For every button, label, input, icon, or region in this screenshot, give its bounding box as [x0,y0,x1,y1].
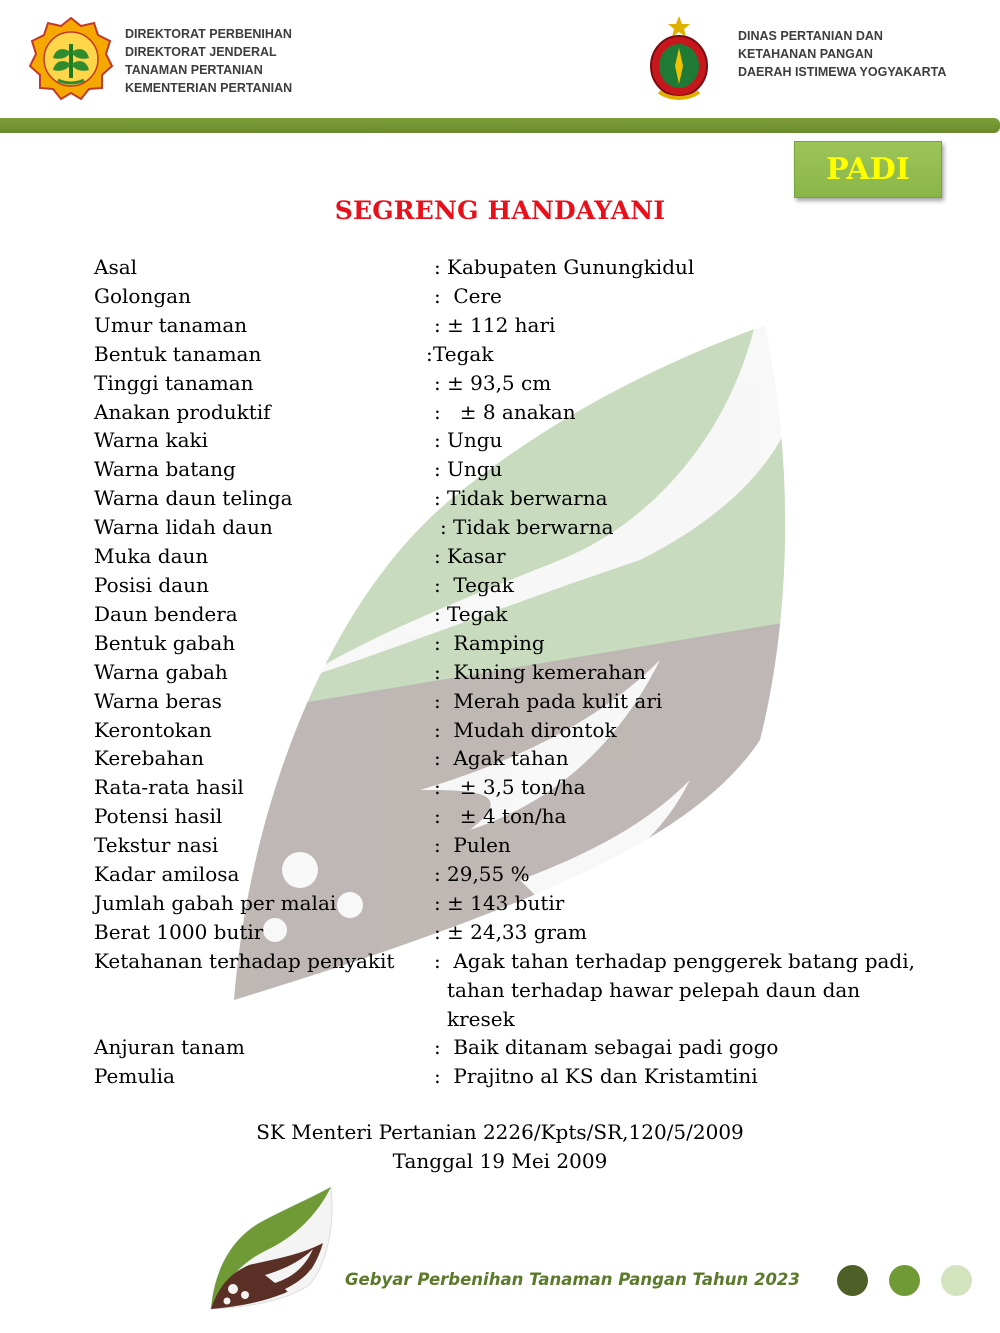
spec-row [94,600,974,629]
spec-label: Warna beras [94,688,222,713]
spec-value: Kabupaten Gunungkidul [447,255,695,279]
spec-label: Bentuk tanaman [94,341,262,366]
spec-label: Warna batang [94,457,236,482]
spec-row [94,484,974,513]
spec-label: Potensi hasil [94,804,223,829]
spec-row [94,658,974,687]
spec-row [94,716,974,745]
spec-row [94,687,974,716]
spec-list [94,253,974,1091]
spec-row [94,253,974,282]
spec-row [94,571,974,600]
variety-title: SEGRENG HANDAYANI [334,196,666,225]
leaf-logo-icon [205,1185,335,1313]
left-org-name [125,25,292,97]
spec-value: Prajitno al KS dan Kristamtini [447,1064,758,1089]
spec-label: Tinggi tanaman [94,370,254,395]
spec-colon: : [434,428,441,453]
decree-number: SK Menteri Pertanian 2226/Kpts/SR,120/5/2009 [256,1120,744,1144]
spec-label: Kerebahan [94,746,205,771]
spec-colon: : [434,688,441,713]
spec-colon: : [434,659,441,684]
spec-label: Pemulia [94,1064,175,1089]
spec-row [94,282,974,311]
spec-colon: : [434,948,441,973]
spec-label: Anakan produktif [94,399,271,424]
spec-value: Pulen [447,833,511,858]
spec-value: ± 93,5 cm [447,370,552,395]
spec-label: Posisi daun [94,572,209,597]
spec-colon: : [434,572,441,597]
spec-value: ± 8 anakan [447,399,576,424]
spec-value: Agak tahan terhadap penggerek batang padi, tahan terhadap hawar pelepah daun dan kresek [447,948,922,1031]
spec-value: Tegak [447,572,514,597]
decree-date: Tanggal 19 Mei 2009 [392,1149,608,1173]
right-org-name [738,27,946,81]
yogyakarta-emblem-icon [645,14,713,102]
spec-label: Asal [94,255,138,279]
spec-colon: : [434,804,441,829]
spec-colon: : [434,775,441,800]
spec-row [94,455,974,484]
spec-colon: : [434,919,441,944]
spec-row [94,947,974,1034]
spec-colon: : [440,515,447,540]
spec-colon: : [434,486,441,511]
spec-label: Kerontokan [94,717,212,742]
spec-value: Tidak berwarna [453,515,614,540]
spec-colon: : [434,862,441,887]
spec-row [94,629,974,658]
spec-value: 29,55 % [447,862,530,887]
spec-colon: : [434,255,441,279]
spec-row [94,311,974,340]
spec-row [94,918,974,947]
spec-colon: : [434,601,441,626]
spec-value: Ramping [447,630,545,655]
left-org-line: TANAMAN PERTANIAN [125,63,263,77]
spec-colon: : [434,746,441,771]
spec-value: Baik ditanam sebagai padi gogo [447,1035,779,1060]
spec-colon: : [434,717,441,742]
spec-label: Jumlah gabah per malai [94,890,337,915]
footer-dot-light [941,1265,972,1296]
spec-label: Anjuran tanam [94,1035,245,1060]
spec-label: Ketahanan terhadap penyakit [94,948,395,973]
spec-row [94,369,974,398]
spec-colon: : [434,1035,441,1060]
footer-dot-mid [889,1265,920,1296]
spec-value: Kuning kemerahan [447,659,646,684]
spec-colon: : [434,890,441,915]
spec-value: ± 3,5 ton/ha [447,775,586,800]
spec-label: Kadar amilosa [94,862,240,887]
spec-value: Kasar [447,544,506,569]
spec-row [94,340,974,369]
spec-label: Muka daun [94,544,209,569]
spec-row [94,426,974,455]
spec-value: Ungu [447,457,503,482]
spec-label: Warna gabah [94,659,228,684]
spec-label: Warna daun telinga [94,486,293,511]
spec-label: Tekstur nasi [94,833,219,858]
header-divider-bar [0,118,1000,133]
right-org-line: DAERAH ISTIMEWA YOGYAKARTA [738,65,947,79]
spec-value: ± 4 ton/ha [447,804,567,829]
spec-row [94,889,974,918]
spec-colon: : [434,457,441,482]
spec-colon: : [426,341,433,366]
spec-colon: : [434,630,441,655]
spec-row [94,398,974,427]
spec-colon: : [434,312,441,337]
spec-label: Berat 1000 butir [94,919,264,944]
left-org-line: DIREKTORAT PERBENIHAN [125,27,292,41]
spec-label: Daun bendera [94,601,238,626]
spec-label: Umur tanaman [94,312,248,337]
spec-value: ± 112 hari [447,312,556,337]
right-org-line: KETAHANAN PANGAN [738,47,873,61]
spec-label: Golongan [94,283,191,308]
spec-value: Cere [447,283,502,308]
event-name: Gebyar Perbenihan Tanaman Pangan Tahun 2023 [345,1270,800,1289]
spec-value: Tegak [433,341,494,366]
spec-label: Warna kaki [94,428,209,453]
spec-label: Bentuk gabah [94,630,236,655]
left-org-line: KEMENTERIAN PERTANIAN [125,81,293,95]
spec-colon: : [434,1064,441,1089]
spec-value: Ungu [447,428,503,453]
spec-colon: : [434,370,441,395]
spec-colon: : [434,544,441,569]
spec-colon: : [434,833,441,858]
spec-colon: : [434,399,441,424]
spec-row [94,513,974,542]
spec-row [94,1033,974,1062]
spec-value: Merah pada kulit ari [447,688,663,713]
spec-value: Tegak [447,601,508,626]
spec-row [94,860,974,889]
spec-row [94,542,974,571]
spec-value: Tidak berwarna [447,486,608,511]
spec-row [94,831,974,860]
spec-label: Rata-rata hasil [94,775,244,800]
spec-label: Warna lidah daun [94,515,273,540]
spec-colon: : [434,283,441,308]
spec-value: ± 143 butir [447,890,565,915]
footer-dot-dark [837,1265,868,1296]
spec-row [94,802,974,831]
commodity-badge: PADI [794,141,942,198]
spec-row [94,773,974,802]
spec-value: Mudah dirontok [447,717,617,742]
right-org-line: DINAS PERTANIAN DAN [738,29,883,43]
spec-row [94,1062,974,1091]
left-org-line: DIREKTORAT JENDERAL [125,45,277,59]
spec-value: Agak tahan [447,746,569,771]
ministry-emblem-icon [28,16,114,102]
spec-row [94,744,974,773]
spec-value: ± 24,33 gram [447,919,587,944]
